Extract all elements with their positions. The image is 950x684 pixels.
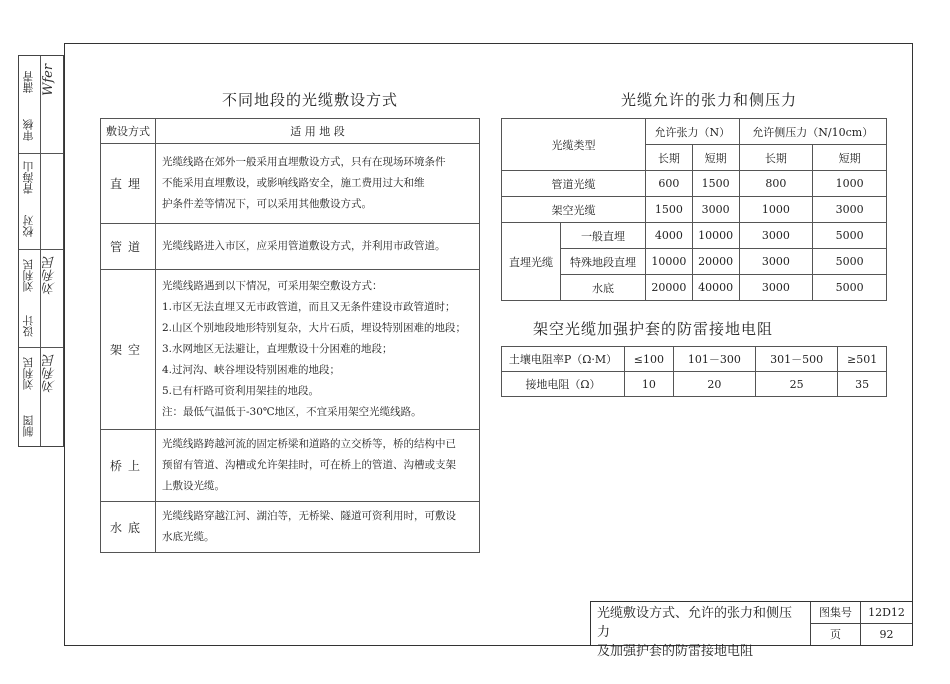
usage-cell [156,502,480,553]
signature-strip [18,55,64,447]
usage-line: 水底光缆。 [162,531,215,543]
tension-title: 光缆允许的张力和侧压力 [621,91,798,109]
usage-line: 光缆线路在郊外一般采用直埋敷设方式，只有在现场环境条件 [162,156,446,168]
value-cell: 3000 [739,223,813,249]
usage-cell [156,430,480,502]
strip-label: 校对 [22,215,35,237]
value-cell: 4000 [646,223,693,249]
strip-label: 刘利民 [22,259,35,293]
value-cell: 600 [646,171,693,197]
page-value: 92 [879,628,894,641]
methods-table [100,118,480,553]
value-cell: 1500 [646,197,693,223]
signature: 刘利民 [43,354,58,394]
header-short: 短期 [813,145,887,171]
res-cell: 35 [838,372,887,397]
strip-label: 青海山 [22,161,35,195]
atlas-value: 12D12 [861,602,912,624]
usage-line: 1.市区无法直埋又无市政管道，而且又无条件建设市政管道时； [162,301,456,313]
strip-cell-design [19,250,63,348]
type-cell: 架空光缆 [502,197,646,223]
value-cell: 3000 [813,197,887,223]
value-cell: 20000 [646,275,693,301]
subtype-cell: 特殊地段直埋 [561,249,646,275]
method-cell: 水底 [101,502,156,553]
value-cell: 10000 [692,223,739,249]
subtype-cell: 一般直埋 [561,223,646,249]
usage-line: 上敷设光缆。 [162,480,225,492]
method-cell: 架空 [101,270,156,430]
method-cell: 直埋 [101,144,156,224]
header-short: 短期 [692,145,739,171]
value-cell: 1500 [692,171,739,197]
resistance-title: 架空光缆加强护套的防雷接地电阻 [533,320,774,338]
strip-label: 设计 [22,315,35,337]
res-cell: 10 [625,372,674,397]
value-cell: 5000 [813,249,887,275]
atlas-label: 图集号 [811,602,861,624]
value-cell: 3000 [739,275,813,301]
res-cell: 301－500 [755,347,837,372]
type-cell: 直埋光缆 [502,223,561,301]
header-tension: 允许张力（N） [646,119,740,145]
signature: Wfer [41,63,56,97]
header-type: 光缆类型 [502,119,646,171]
res-cell: 25 [755,372,837,397]
header-pressure: 允许侧压力（N/10cm） [739,119,886,145]
res-cell: 101－300 [673,347,755,372]
drawing-name-line: 及加强护套的防雷接地电阻 [597,644,754,659]
usage-line: 护条件差等情况下，可以采用其他敷设方式。 [162,198,372,210]
strip-label: 刘利民 [22,357,35,391]
type-cell: 管道光缆 [502,171,646,197]
usage-line: 预留有管道、沟槽或允许架挂时，可在桥上的管道、沟槽或支架 [162,459,456,471]
usage-line: 2.山区个别地段地形特别复杂，大片石质，埋设特别困难的地段； [162,322,467,334]
header-method: 敷设方式 [101,119,156,144]
value-cell: 40000 [692,275,739,301]
res-header: 土壤电阻率P（Ω·M） [502,347,625,372]
title-block [590,601,913,659]
tension-table [501,118,887,301]
value-cell: 1000 [739,197,813,223]
methods-title: 不同地段的光缆敷设方式 [222,91,399,109]
usage-line: 光缆线路遇到以下情况，可采用架空敷设方式： [162,280,383,292]
value-cell: 5000 [813,223,887,249]
method-cell: 桥上 [101,430,156,502]
header-usage: 适 用 地 段 [156,119,480,144]
usage-cell [156,270,480,430]
value-cell: 10000 [646,249,693,275]
usage-line: 不能采用直埋敷设，或影响线路安全，施工费用过大和维 [162,177,425,189]
value-cell: 3000 [739,249,813,275]
header-long: 长期 [646,145,693,171]
usage-line: 光缆线路跨越河流的固定桥梁和道路的立交桥等，桥的结构中已 [162,438,456,450]
method-cell: 管道 [101,224,156,270]
res-cell: ≥501 [838,347,887,372]
res-cell: ≤100 [625,347,674,372]
value-cell: 20000 [692,249,739,275]
page-label: 页 [811,624,861,645]
value-cell: 800 [739,171,813,197]
value-cell: 3000 [692,197,739,223]
strip-label: 蒲青 [22,71,35,93]
signature: 刘利民 [43,256,58,296]
usage-cell [156,224,480,270]
subtype-cell: 水底 [561,275,646,301]
strip-cell-review [19,56,63,154]
res-header: 接地电阻（Ω） [502,372,625,397]
header-long: 长期 [739,145,813,171]
usage-line: 注：最低气温低于-30℃地区，不宜采用架空光缆线路。 [162,406,422,418]
usage-line: 3.水网地区无法避让，直埋敷设十分困难的地段； [162,343,393,355]
usage-line: 4.过河沟、峡谷埋设特别困难的地段； [162,364,341,376]
usage-line: 光缆线路进入市区，应采用管道敷设方式，并利用市政管道。 [162,240,446,252]
usage-line: 光缆线路穿越江河、湖泊等，无桥梁、隧道可资利用时，可敷设 [162,510,456,522]
drawing-name [591,602,811,659]
drawing-name-line: 光缆敷设方式、允许的张力和侧压力 [597,606,793,640]
value-cell: 1000 [813,171,887,197]
strip-cell-draw [19,348,63,448]
value-cell: 5000 [813,275,887,301]
strip-label: 审核 [22,119,35,141]
strip-cell-check [19,154,63,250]
resistance-table [501,346,887,397]
usage-line: 5.已有杆路可资利用架挂的地段。 [162,385,320,397]
strip-label: 制图 [22,415,35,437]
usage-cell [156,144,480,224]
res-cell: 20 [673,372,755,397]
